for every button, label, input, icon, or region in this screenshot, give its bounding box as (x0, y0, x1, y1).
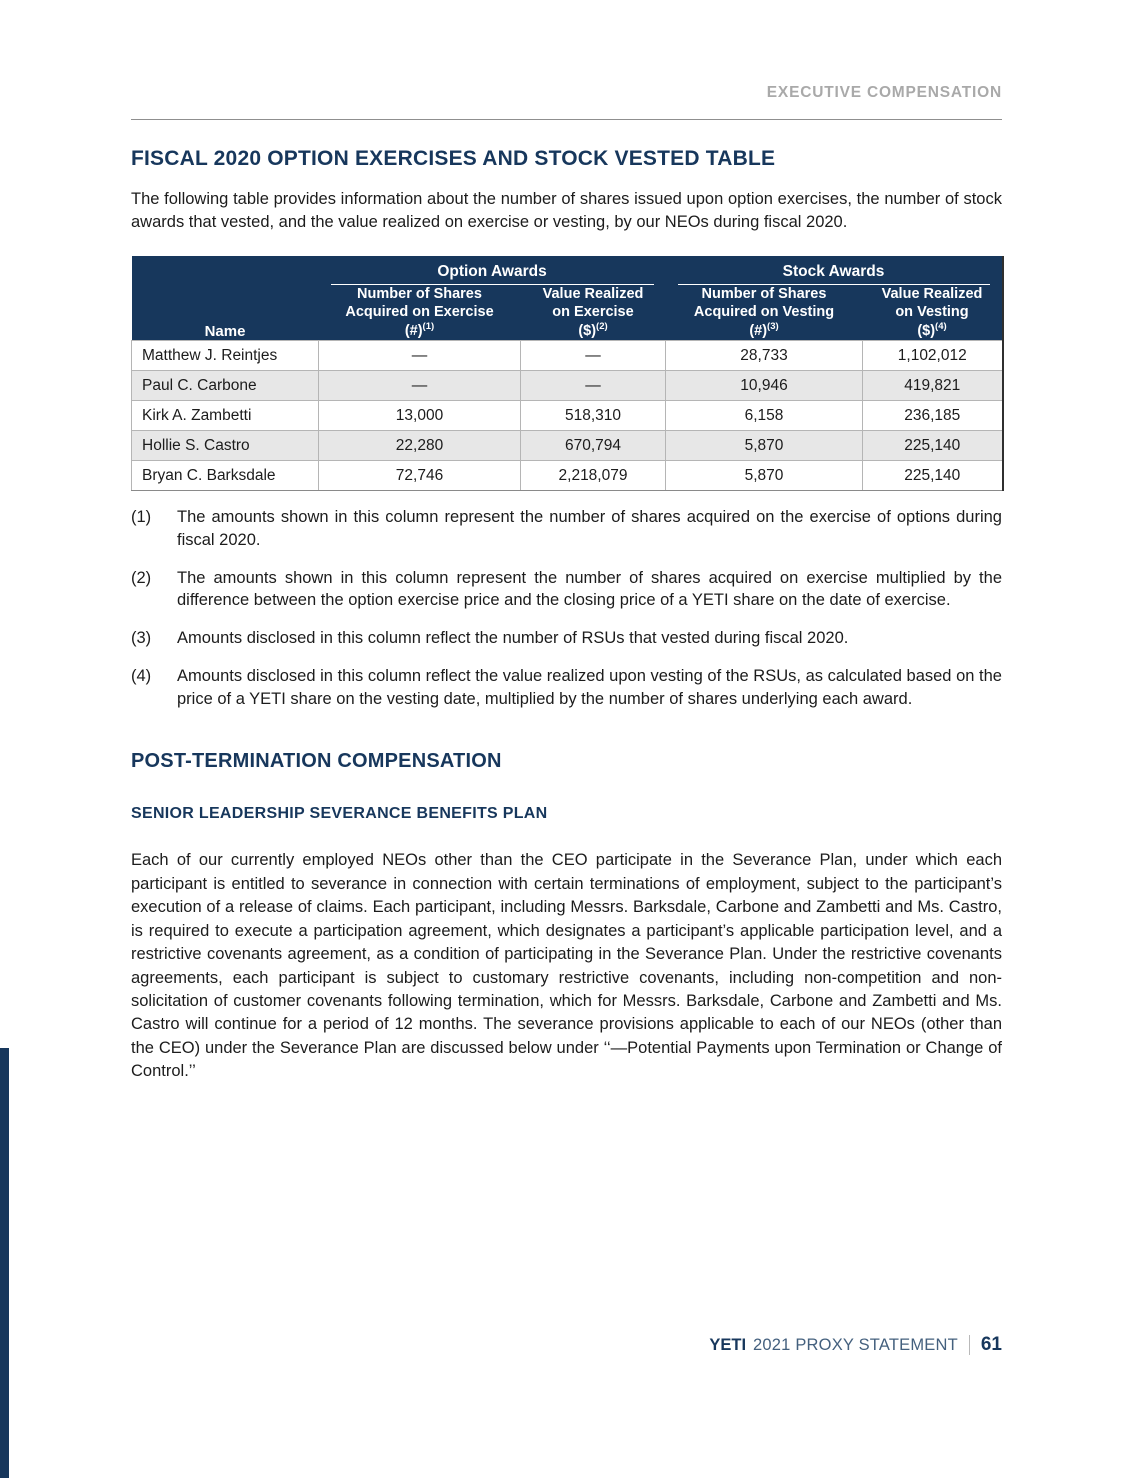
column-header-shares-vesting: Number of Shares Acquired on Vesting (#)$^{(3)}$ (666, 285, 863, 341)
footnote-text: The amounts shown in this column represent the number of shares acquired on exercise multiplied by the difference between the option exercise price and the closing price of a YETI share on the date of exercise. (177, 568, 1002, 610)
severance-plan-paragraph: Each of our currently employed NEOs other than the CEO participate in the Severance Plan, under which each participant is entitled to severance in connection with certain terminations of employment, subject to the participant’s execution of a release of claims. Each participant, including Messrs. Barksdale, Carbone and Zambetti and Ms. Castro, is required to execute a participation agreement, which designates a participant’s applicable participation level, and a restrictive covenants agreement, as a condition of participating in the Severance Plan. Under the restrictive covenants agreements, each participant is subject to customary restrictive covenants, including non-competition and non-solicitation of customer covenants following termination, which for Messrs. Barksdale, Carbone and Zambetti and Ms. Castro will continue for a period of 12 months. The severance provisions applicable to each of our NEOs (other than the CEO) under the Severance Plan are discussed below under ‘‘—Potential Payments upon Termination or Change of Control.’’ (131, 851, 1002, 1081)
footnote-marker: (4) (131, 666, 152, 685)
page-number: 61 (980, 1334, 1002, 1355)
footnote-3 (131, 627, 1002, 650)
footnote-text: Amounts disclosed in this column reflect the value realized upon vesting of the RSUs, as calculated based on the price of a YETI share on the vesting date, multiplied by the number of shares underlying each award. (177, 666, 1002, 708)
footnote-text: The amounts shown in this column represent the number of shares acquired on the exercise of options during fiscal 2020. (177, 508, 1002, 549)
numeric-cell: 1,102,012 (863, 341, 1003, 371)
numeric-cell: 28,733 (666, 341, 863, 371)
name-cell: Bryan C. Barksdale (132, 461, 319, 491)
page-content (131, 0, 1002, 1084)
footer-document-title: 2021 PROXY STATEMENT (753, 1335, 958, 1354)
table-header (132, 256, 1003, 341)
name-cell: Matthew J. Reintjes (132, 341, 319, 371)
running-header: EXECUTIVE COMPENSATION (766, 84, 1002, 101)
numeric-cell: 22,280 (319, 431, 521, 461)
numeric-cell: 225,140 (863, 431, 1003, 461)
column-header-row (132, 285, 1003, 341)
column-header-name: Name (132, 285, 319, 341)
table-row (132, 341, 1003, 371)
numeric-cell: 2,218,079 (521, 461, 666, 491)
numeric-cell: 13,000 (319, 401, 521, 431)
numeric-cell: — (521, 341, 666, 371)
numeric-cell: 225,140 (863, 461, 1003, 491)
name-cell: Kirk A. Zambetti (132, 401, 319, 431)
post-termination-heading: POST-TERMINATION COMPENSATION (131, 750, 502, 773)
group-header-option-awards: Option Awards (319, 256, 666, 285)
numeric-cell: 518,310 (521, 401, 666, 431)
column-header-value-exercise: Value Realized on Exercise ($)$^{(2)}$ (521, 285, 666, 341)
page-title: FISCAL 2020 OPTION EXERCISES AND STOCK VESTED TABLE (131, 147, 776, 170)
numeric-cell: 236,185 (863, 401, 1003, 431)
page-edge-accent-bar (0, 1048, 9, 1478)
name-cell: Paul C. Carbone (132, 371, 319, 401)
footer-brand: YETI (709, 1335, 747, 1354)
footnote-marker: (3) (131, 629, 152, 648)
numeric-cell: — (319, 371, 521, 401)
table-body (132, 341, 1003, 491)
numeric-cell: 5,870 (666, 431, 863, 461)
group-header-stock-awards: Stock Awards (666, 256, 1003, 285)
footnote-text: Amounts disclosed in this column reflect the number of RSUs that vested during fiscal 2020. (177, 629, 849, 648)
numeric-cell: 419,821 (863, 371, 1003, 401)
numeric-cell: 10,946 (666, 371, 863, 401)
footnote-4 (131, 665, 1002, 711)
numeric-cell: — (319, 341, 521, 371)
intro-paragraph: The following table provides information about the number of shares issued upon option exercises, the number of stock awards that vested, and the value realized on exercise or vesting, by our NEOs during fiscal 2020. (131, 190, 1002, 232)
footnote-marker: (1) (131, 508, 152, 527)
numeric-cell: 72,746 (319, 461, 521, 491)
severance-plan-subheading: SENIOR LEADERSHIP SEVERANCE BENEFITS PLAN (131, 805, 548, 823)
numeric-cell: 6,158 (666, 401, 863, 431)
footnote-marker: (2) (131, 568, 152, 587)
numeric-cell: — (521, 371, 666, 401)
footnote-2 (131, 567, 1002, 613)
numeric-cell: 5,870 (666, 461, 863, 491)
table-row (132, 371, 1003, 401)
corner-cell (132, 256, 319, 285)
footnote-1 (131, 506, 1002, 552)
table-row (132, 461, 1003, 491)
option-exercises-stock-vested-table (131, 256, 1004, 491)
table-row (132, 431, 1003, 461)
header-rule (131, 119, 1002, 120)
group-header-row (132, 256, 1003, 285)
column-header-shares-exercise: Number of Shares Acquired on Exercise (#)$^{(1)}$ (319, 285, 521, 341)
footer-divider (969, 1335, 970, 1355)
page-footer (709, 1334, 1002, 1356)
column-header-value-vesting: Value Realized on Vesting ($)$^{(4)}$ (863, 285, 1003, 341)
numeric-cell: 670,794 (521, 431, 666, 461)
name-cell: Hollie S. Castro (132, 431, 319, 461)
table-row (132, 401, 1003, 431)
